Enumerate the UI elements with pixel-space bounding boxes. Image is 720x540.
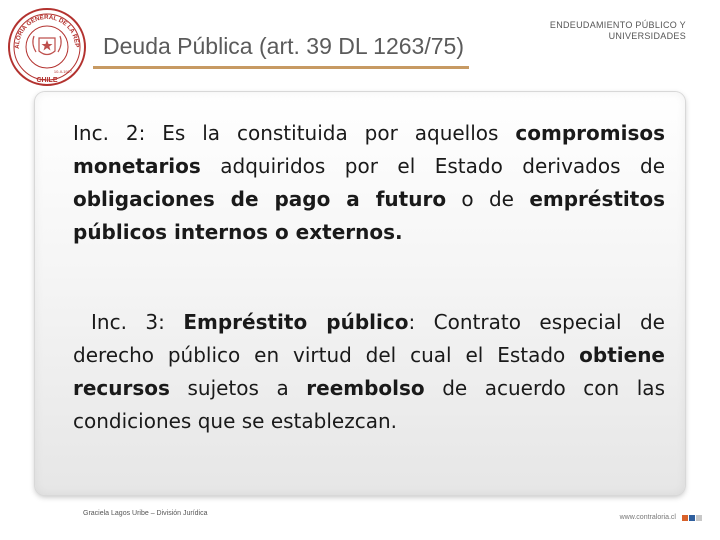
p1-bold-1: compromisos monetarios (73, 121, 665, 178)
brand-square-blue (689, 515, 695, 521)
paragraph-inc-3 (73, 306, 665, 438)
p1-bold-3: empréstitos públicos internos o externos. (73, 187, 665, 244)
section-label-line2: UNIVERSIDADES (608, 31, 686, 41)
footer-brand (620, 508, 702, 526)
p1-text-2: adquiridos por el Estado derivados de (200, 154, 665, 178)
p2-text-3: sujetos a (169, 376, 307, 400)
p2-bold-3: reembolso (306, 376, 425, 400)
p2-bold-2: obtiene recursos (73, 343, 665, 400)
p1-text-1: Inc. 2: Es la constituida por aquellos (73, 121, 516, 145)
brand-square-orange (682, 515, 688, 521)
seal-text-bottom: CHILE (36, 77, 58, 84)
footer-author: Graciela Lagos Uribe – División Jurídica (83, 510, 208, 517)
brand-squares-icon (681, 508, 702, 526)
p2-text-2: : Contrato especial de derecho público en virtud del cual el Estado (73, 310, 665, 367)
title-underline (93, 66, 469, 69)
p1-text-3: o de (446, 187, 530, 211)
p2-text-1: Inc. 3: (91, 310, 184, 334)
seal-text-top: ALORIA GENERAL DE LA REP (13, 13, 81, 49)
paragraph-inc-2 (73, 117, 665, 249)
seal-date: 10-II-1927 (53, 69, 73, 74)
contraloria-seal-icon (6, 6, 88, 88)
section-label (526, 20, 686, 42)
p2-text-4: de acuerdo con las condiciones que se establezcan. (73, 376, 665, 433)
footer-url-link[interactable]: www.contraloria.cl (619, 513, 676, 521)
p1-bold-2: obligaciones de pago a futuro (73, 187, 447, 211)
brand-square-gray (696, 515, 702, 521)
slide-title: Deuda Pública (art. 39 DL 1263/75) (103, 33, 464, 59)
section-label-line1: ENDEUDAMIENTO PÚBLICO Y (549, 20, 686, 30)
p2-bold-1: Empréstito público (183, 310, 409, 334)
